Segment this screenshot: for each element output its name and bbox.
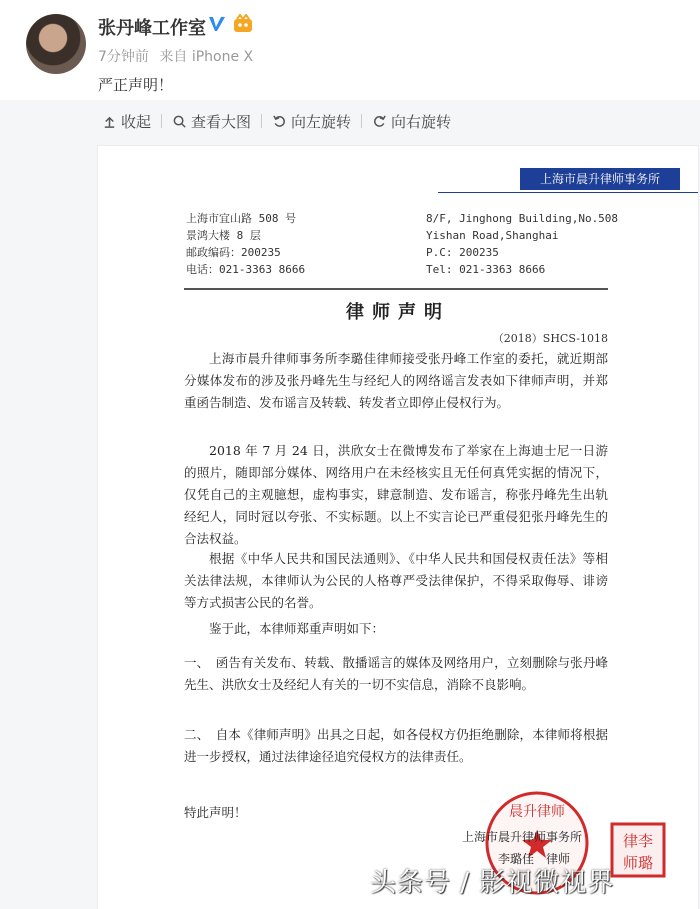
view-large-label: 查看大图 (191, 112, 252, 131)
rotate-left-label: 向左旋转 (291, 112, 352, 131)
collapse-button[interactable] (96, 111, 157, 132)
toolbar-divider (161, 114, 162, 128)
closing-line: 特此声明！ (184, 805, 247, 820)
address-english (426, 210, 618, 278)
paragraph: 根据《中华人民共和国民法通则》、《中华人民共和国侵权责任法》等相关法律法规，本律师认为公民的人格尊严受法律保护，不得采取侮辱、诽谤等方式损害公民的名誉。 (184, 551, 608, 610)
address-line: P.C: 200235 (426, 246, 499, 259)
address-line: Yishan Road,Shanghai (426, 229, 559, 242)
signature-firm: 上海市晨升律师事务所 (462, 830, 583, 844)
rotate-right-label: 向右旋转 (391, 112, 452, 131)
watermark: 头条号 / 影视微视界 (370, 868, 615, 898)
paragraph: 鉴于此，本律师郑重声明如下： (209, 621, 385, 636)
svg-text:律李: 律李 (622, 832, 654, 850)
signature-lawyer: 李璐佳 律师 (498, 852, 571, 866)
address-chinese (186, 210, 305, 278)
toolbar-divider (261, 114, 262, 128)
avatar[interactable] (26, 14, 86, 74)
view-large-button[interactable] (166, 111, 257, 132)
address-line: 邮政编码：200235 (186, 246, 281, 259)
svg-text:晨升律师: 晨升律师 (509, 804, 565, 820)
rotate-left-icon (272, 114, 287, 129)
rotate-right-button[interactable] (366, 111, 457, 132)
attached-image-document[interactable] (98, 146, 698, 909)
post-text: 严正声明！ (98, 76, 174, 94)
author-name[interactable]: 张丹峰工作室 (98, 18, 206, 39)
firm-name-tag: 上海市晨升律师事务所 (520, 168, 680, 190)
svg-text:师璐: 师璐 (622, 854, 654, 872)
document-title: 律师声明 (346, 302, 450, 323)
toolbar-divider (361, 114, 362, 128)
lawyer-stamp (610, 822, 666, 878)
post-source[interactable]: 来自 iPhone X (159, 49, 254, 65)
paragraph: 上海市晨升律师事务所李璐佳律师接受张丹峰工作室的委托，就近期部分媒体发布的涉及张丹峰先生与经纪人的网络谣言发表如下律师声明，并郑重函告制造、发布谣言及转载、转发者立即停止侵权行为。 (184, 351, 608, 410)
paragraph: 二、 自本《律师声明》出具之日起，如各侵权方仍拒绝删除，本律师将根据进一步授权，通过法律途径追究侵权方的法律责任。 (184, 727, 608, 764)
vip-icon[interactable] (232, 14, 254, 34)
address-line: 上海市宜山路 508 号 (186, 212, 297, 225)
paragraph: 2018 年 7 月 24 日，洪欣女士在微博发布了举家在上海迪士尼一日游的照片，随即部分媒体、网络用户在未经核实且无任何真凭实据的情况下，仅凭自己的主观臆想，虚构事实，肆意制造、发布谣言，称张丹峰先生出轨经纪人，同时冠以夸张、不实标题。以上不实言论已严重侵犯张丹峰先生的合法权益。 (184, 443, 608, 546)
address-line: 8/F, Jinghong Building,No.508 (426, 212, 619, 225)
search-icon (172, 114, 187, 129)
post-meta (98, 46, 253, 66)
header-rule (184, 288, 608, 290)
collapse-icon (102, 114, 117, 129)
address-line: Tel: 021-3363 8666 (426, 263, 546, 276)
address-line: 电话：021-3363 8666 (186, 263, 306, 276)
address-line: 景鸿大楼 8 层 (186, 229, 261, 242)
document-number: （2018）SHCS-1018 (492, 332, 608, 345)
verified-icon (207, 14, 227, 34)
rotate-right-icon (372, 114, 387, 129)
rotate-left-button[interactable] (266, 111, 357, 132)
post-time[interactable]: 7分钟前 (98, 49, 149, 65)
collapse-label: 收起 (121, 112, 152, 131)
image-toolbar (96, 106, 457, 136)
paragraph: 一、 函告有关发布、转载、散播谣言的媒体及网络用户，立刻删除与张丹峰先生、洪欣女士及经纪人有关的一切不实信息，消除不良影响。 (184, 655, 608, 692)
firm-tag-line (438, 192, 698, 193)
